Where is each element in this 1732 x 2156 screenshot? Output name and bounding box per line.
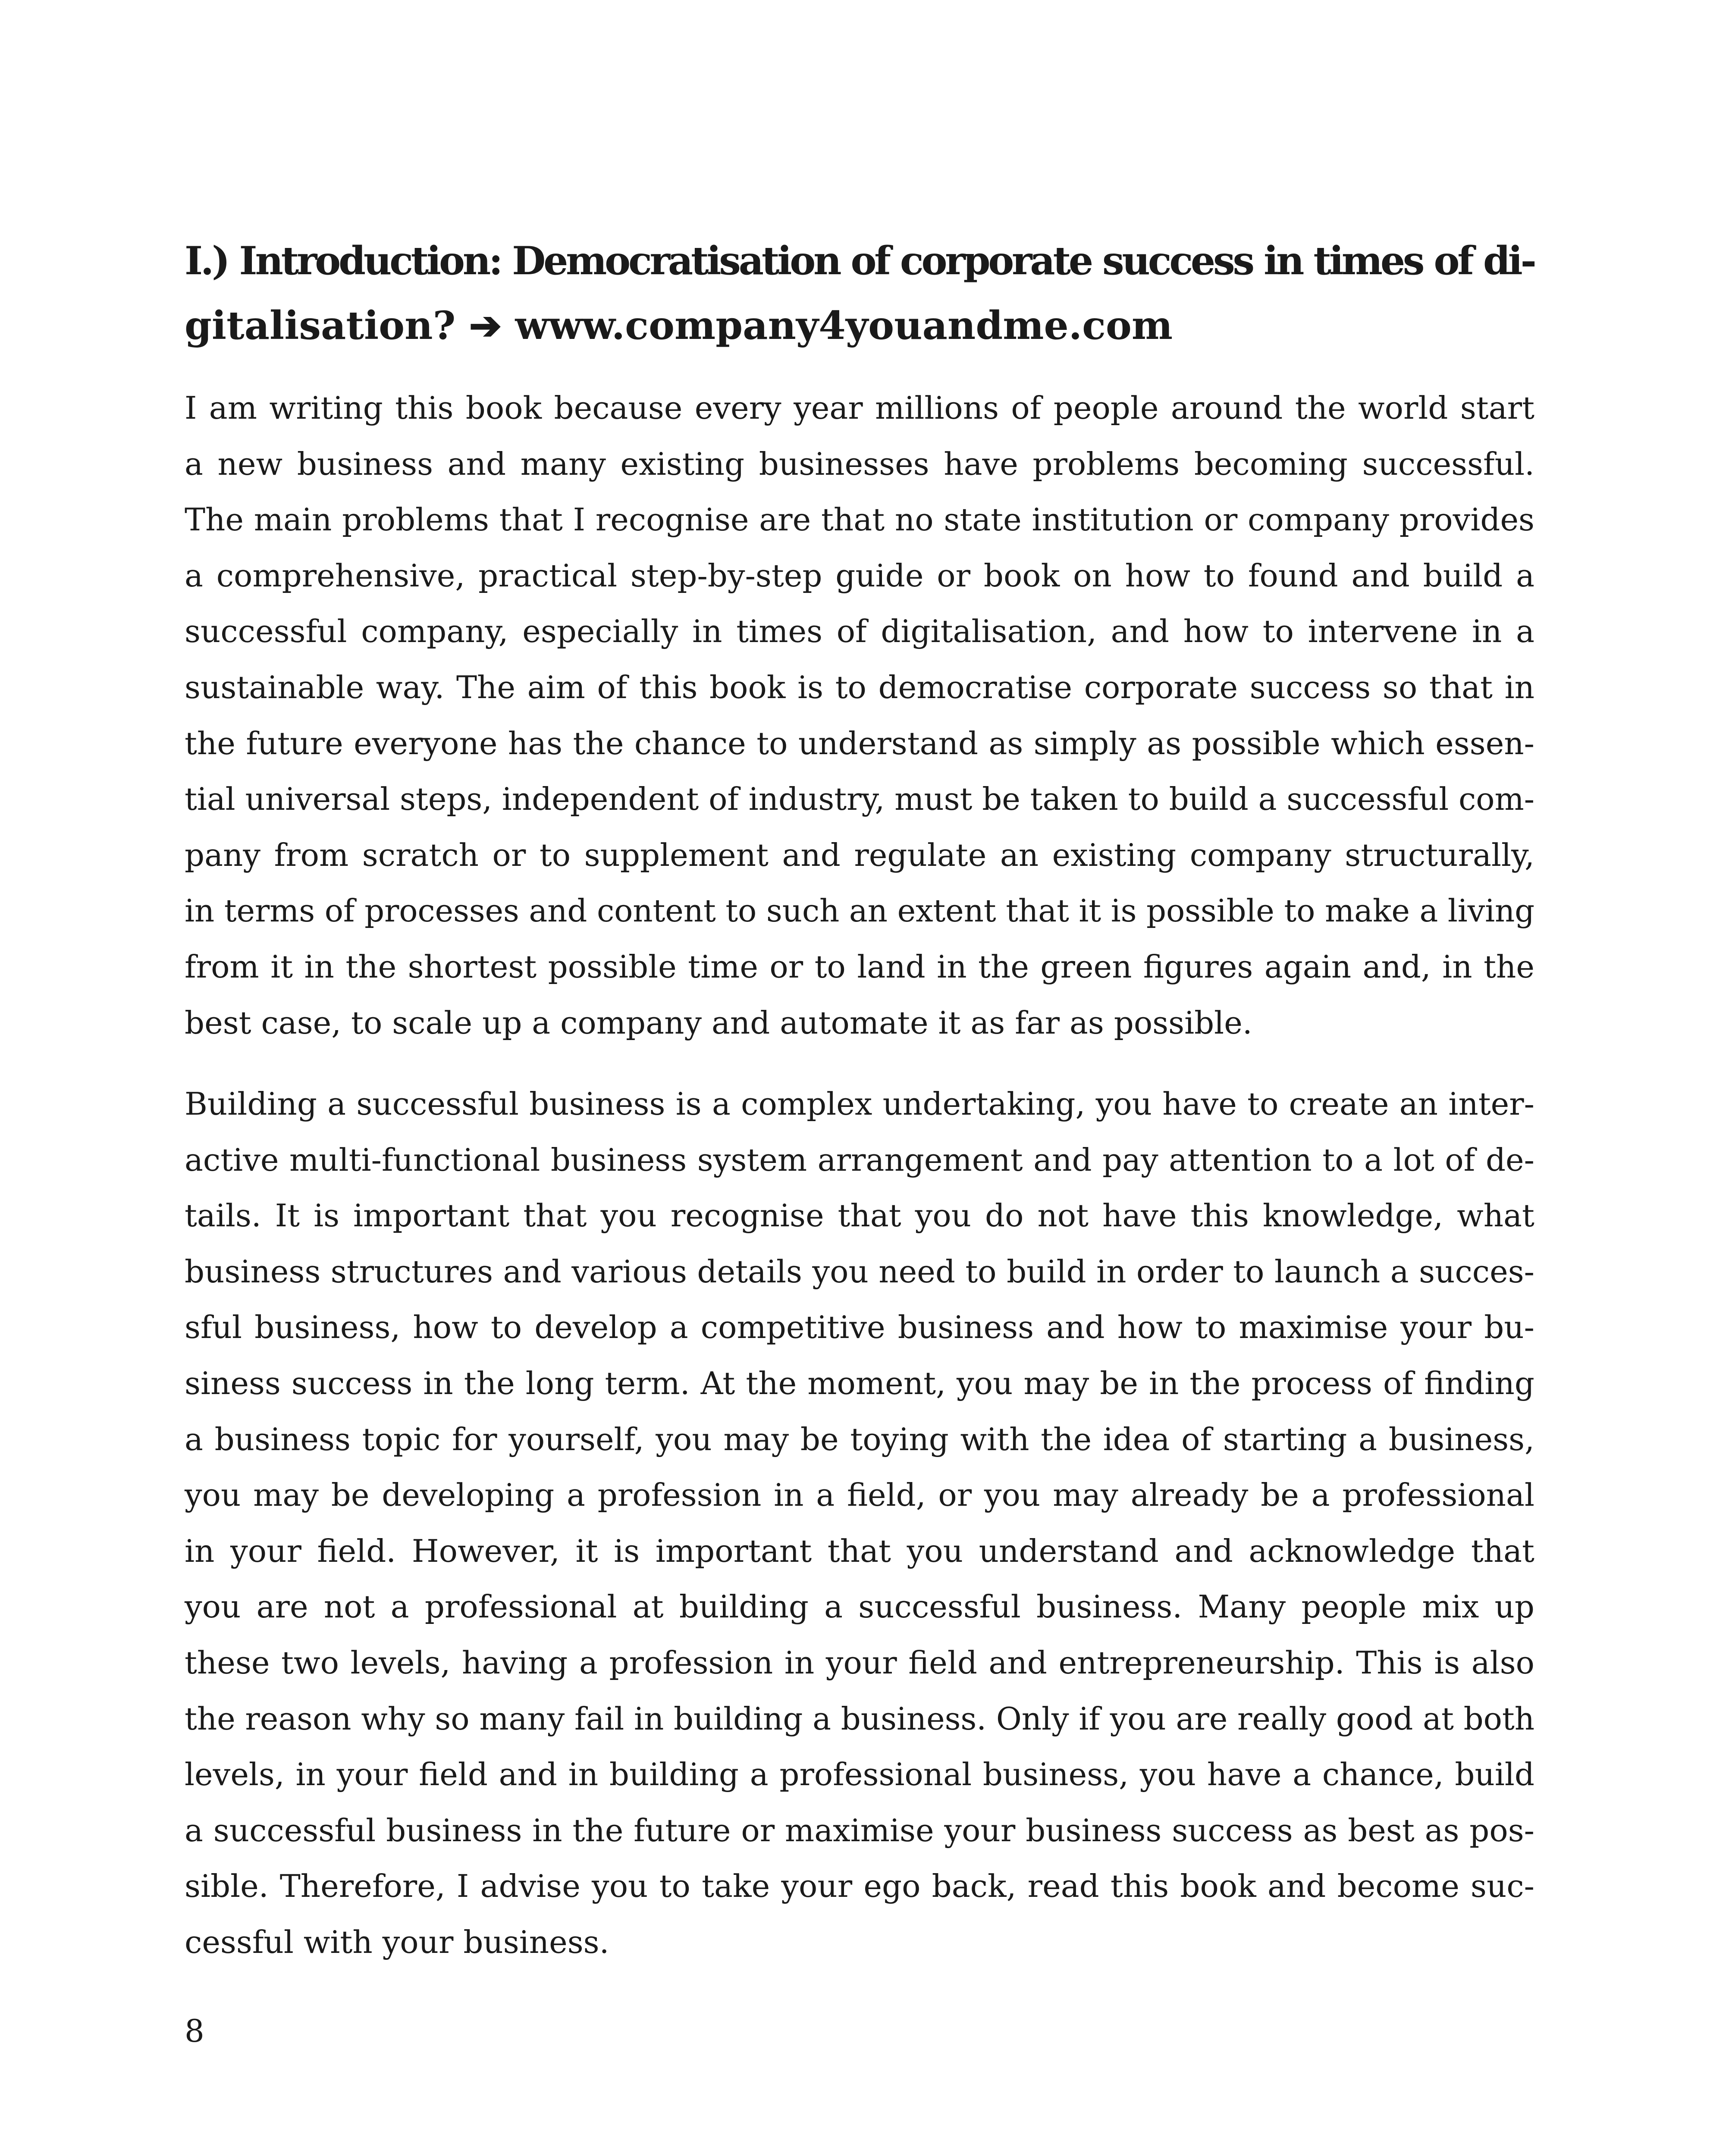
text-line: the reason why so many fail in building a business. Only if you are really good at both (185, 1700, 1534, 1737)
text-line: sful business, how to develop a competitive business and how to maximise your bu- (185, 1309, 1534, 1346)
paragraph-1 (185, 380, 1534, 1051)
text-line: Building a successful business is a complex undertaking, you have to create an inter- (185, 1086, 1534, 1122)
text-line: a successful business in the future or maximise your business success as best as pos- (185, 1812, 1534, 1849)
text-line: in terms of processes and content to such an extent that it is possible to make a living (185, 893, 1535, 929)
text-line: sustainable way. The aim of this book is to democratise corporate success so that in (185, 669, 1534, 705)
text-line: pany from scratch or to supplement and regulate an existing company structurally, (185, 837, 1534, 873)
text-line: you are not a professional at building a successful business. Many people mix up (185, 1589, 1534, 1625)
arrow-right-icon: ➔ (469, 303, 502, 348)
heading-line-1: I.) Introduction: Democratisation of corporate success in times of di- (185, 238, 1534, 284)
text-line: successful company, especially in times of digitalisation, and how to intervene in a (185, 613, 1534, 650)
text-line: you may be developing a profession in a field, or you may already be a professional (185, 1477, 1534, 1514)
text-line: cessful with your business. (185, 1924, 609, 1960)
text-line: siness success in the long term. At the moment, you may be in the process of finding (185, 1365, 1534, 1401)
text-line: a new business and many existing businesses have problems becoming successful. (185, 445, 1534, 482)
text-line: I am writing this book because every year millions of people around the world start (185, 390, 1534, 426)
text-line: best case, to scale up a company and automate it as far as possible. (185, 1004, 1252, 1041)
text-line: tails. It is important that you recognise that you do not have this knowledge, what (185, 1197, 1534, 1234)
text-line: The main problems that I recognise are that no state institution or company provides (185, 501, 1534, 538)
text-line: a business topic for yourself, you may be toying with the idea of starting a business, (185, 1421, 1534, 1457)
text-line: business structures and various details you need to build in order to launch a succes- (185, 1253, 1534, 1290)
text-line: sible. Therefore, I advise you to take your ego back, read this book and become suc- (185, 1868, 1534, 1905)
heading-line-2-text: gitalisation? (185, 303, 456, 348)
website-url: www.company4youandme.com (515, 303, 1173, 348)
text-line: active multi-functional business system arrangement and pay attention to a lot of de- (185, 1141, 1534, 1178)
text-line: tial universal steps, independent of industry, must be taken to build a successful com- (185, 781, 1534, 818)
text-line: these two levels, having a profession in your field and entrepreneurship. This is also (185, 1644, 1534, 1681)
paragraph-2 (185, 1076, 1534, 1971)
page-number: 8 (185, 2013, 204, 2049)
text-line: a comprehensive, practical step-by-step guide or book on how to found and build a (185, 557, 1534, 594)
text-line: levels, in your field and in building a professional business, you have a chance, build (185, 1756, 1534, 1793)
heading-line-2 (185, 293, 1534, 358)
chapter-heading (185, 229, 1534, 358)
text-line: the future everyone has the chance to understand as simply as possible which essen- (185, 725, 1534, 761)
text-line: in your field. However, it is important that you understand and acknowledge that (185, 1532, 1534, 1569)
text-line: from it in the shortest possible time or to land in the green figures again and, in the (185, 948, 1534, 985)
